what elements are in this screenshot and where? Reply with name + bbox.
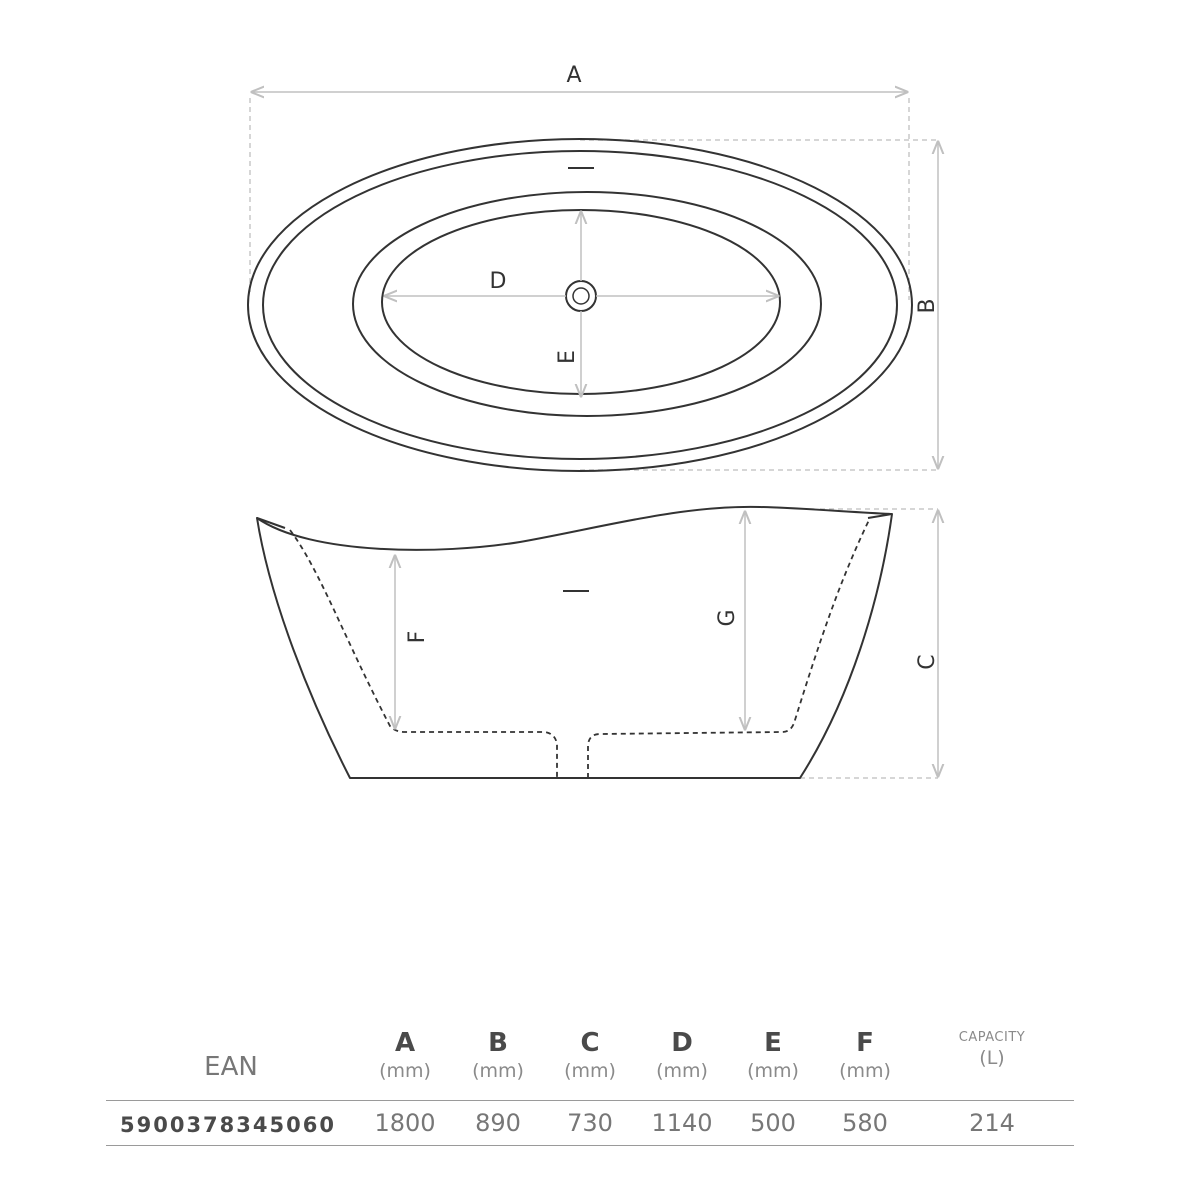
value-a: 1800 bbox=[374, 1109, 436, 1137]
value-d: 1140 bbox=[651, 1109, 713, 1137]
capacity-value: 214 bbox=[969, 1109, 1015, 1137]
header-capacity bbox=[937, 1020, 1047, 1069]
value-f: 580 bbox=[842, 1109, 888, 1137]
label-b: B bbox=[915, 298, 940, 314]
value-e: 500 bbox=[750, 1109, 796, 1137]
header-e-letter: E bbox=[764, 1028, 782, 1058]
header-c-letter: C bbox=[580, 1028, 600, 1058]
spec-table bbox=[106, 1020, 1074, 1146]
header-c-unit: (mm) bbox=[564, 1060, 616, 1082]
header-b-unit: (mm) bbox=[472, 1060, 524, 1082]
header-d-unit: (mm) bbox=[656, 1060, 708, 1082]
header-b-letter: B bbox=[488, 1028, 508, 1058]
header-f-unit: (mm) bbox=[839, 1060, 891, 1082]
label-a: A bbox=[566, 63, 582, 88]
capacity-header: CAPACITY bbox=[958, 1030, 1026, 1045]
label-g: G bbox=[715, 609, 740, 627]
label-f: F bbox=[405, 630, 430, 644]
drain-icon bbox=[566, 281, 596, 311]
rim-right-edge bbox=[868, 514, 892, 518]
header-f bbox=[810, 1020, 920, 1084]
ean-header: EAN bbox=[204, 1052, 258, 1082]
header-d-letter: D bbox=[671, 1028, 693, 1058]
value-b: 890 bbox=[475, 1109, 521, 1137]
spec-table-value-row bbox=[106, 1100, 1074, 1146]
label-d: D bbox=[489, 269, 507, 294]
label-c: C bbox=[915, 654, 940, 670]
hidden-interior-outline bbox=[290, 518, 870, 778]
header-e-unit: (mm) bbox=[747, 1060, 799, 1082]
top-view bbox=[248, 63, 940, 471]
label-e: E bbox=[555, 350, 580, 364]
spec-table-header-row bbox=[106, 1020, 1074, 1100]
header-a-unit: (mm) bbox=[379, 1060, 431, 1082]
ean-value: 5900378345060 bbox=[120, 1113, 336, 1137]
side-view bbox=[257, 507, 940, 778]
capacity-unit: (L) bbox=[979, 1047, 1005, 1069]
value-c: 730 bbox=[567, 1109, 613, 1137]
header-f-letter: F bbox=[856, 1028, 874, 1058]
tub-silhouette bbox=[257, 507, 892, 778]
header-a-letter: A bbox=[394, 1028, 416, 1058]
